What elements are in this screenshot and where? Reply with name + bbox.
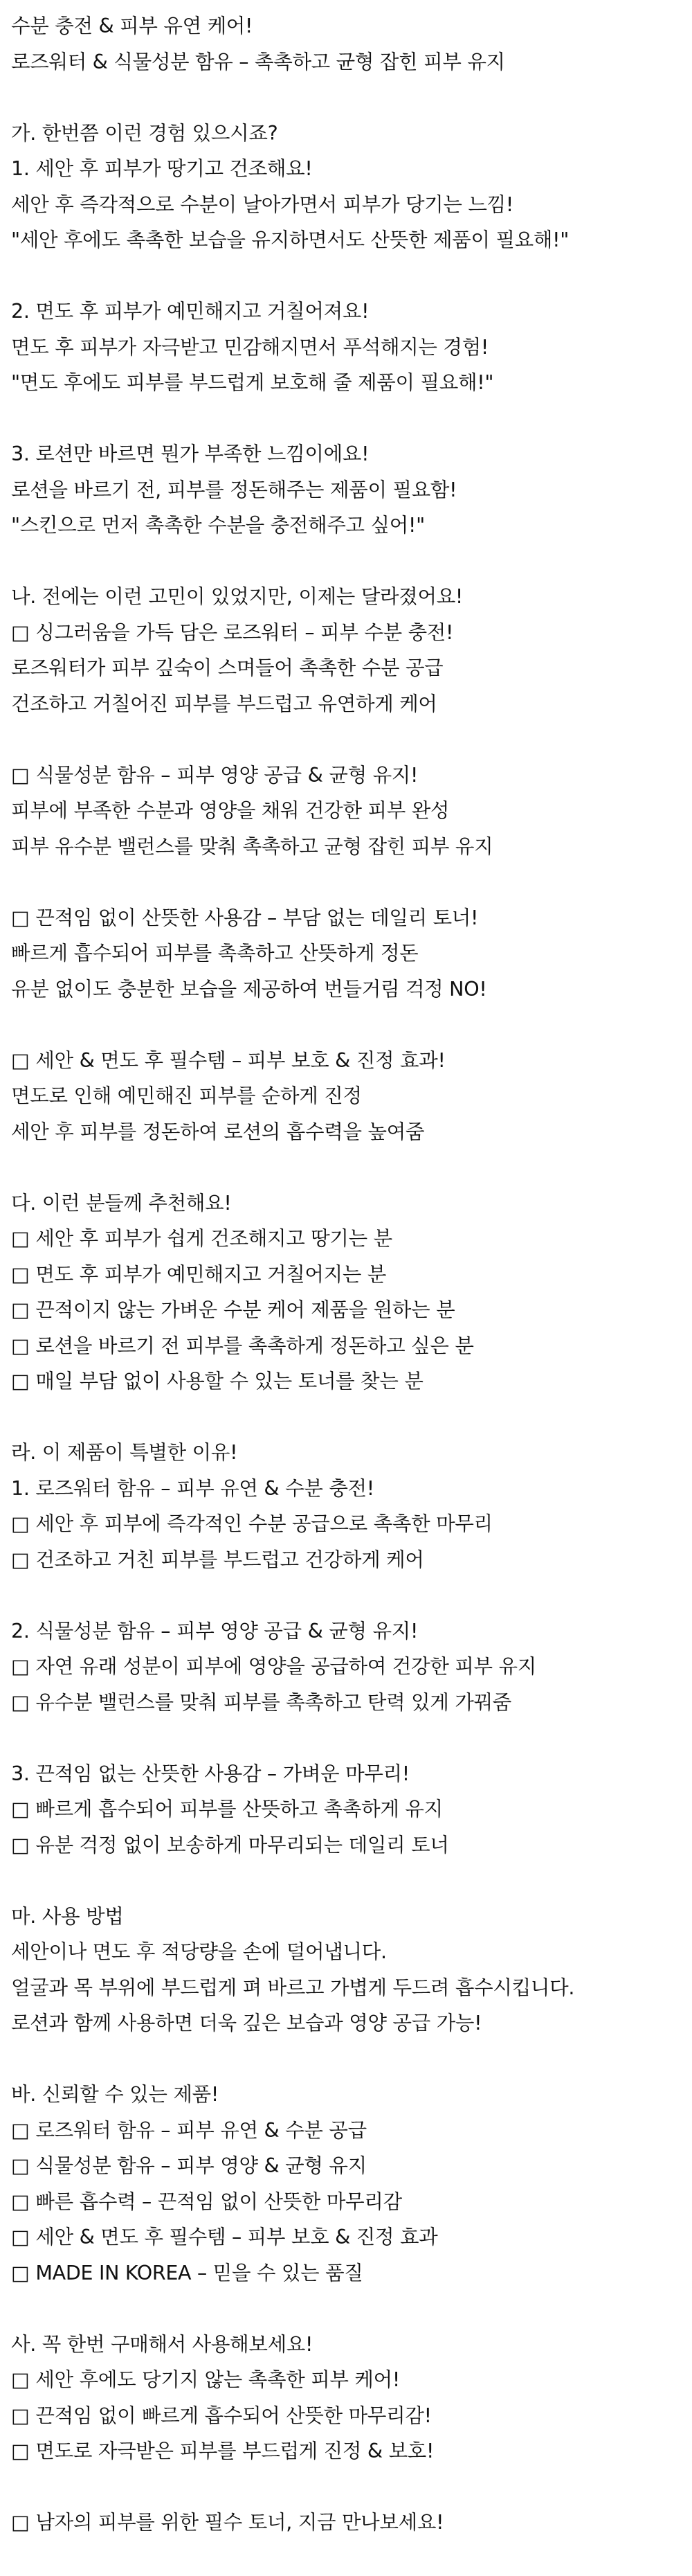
text-line: □ 매일 부담 없이 사용할 수 있는 토너를 찾는 분	[11, 1363, 675, 1399]
text-line: □ 빠르게 흡수되어 피부를 산뜻하고 촉촉하게 유지	[11, 1791, 675, 1827]
text-line: □ 싱그러움을 가득 담은 로즈워터 – 피부 수분 충전!	[11, 615, 675, 651]
text-line: 1. 로즈워터 함유 – 피부 유연 & 수분 충전!	[11, 1471, 675, 1507]
spacer	[11, 1399, 675, 1435]
spacer	[11, 1007, 675, 1043]
text-line: □ 유수분 밸런스를 맞춰 피부를 촉촉하고 탄력 있게 가꿔줌	[11, 1685, 675, 1721]
text-line: □ 면도 후 피부가 예민해지고 거칠어지는 분	[11, 1257, 675, 1293]
text-line: 세안 후 즉각적으로 수분이 날아가면서 피부가 당기는 느낌!	[11, 187, 675, 223]
text-line: 빠르게 흡수되어 피부를 촉촉하고 산뜻하게 정돈	[11, 936, 675, 972]
text-line: 얼굴과 목 부위에 부드럽게 펴 바르고 가볍게 두드려 흡수시킵니다.	[11, 1970, 675, 2006]
text-line: □ 세안 후에도 당기지 않는 촉촉한 피부 케어!	[11, 2362, 675, 2398]
text-line: 피부 유수분 밸런스를 맞춰 촉촉하고 균형 잡힌 피부 유지	[11, 829, 675, 865]
text-line: 면도 후 피부가 자극받고 민감해지면서 푸석해지는 경험!	[11, 330, 675, 366]
text-line: 유분 없이도 충분한 보습을 제공하여 번들거림 걱정 NO!	[11, 972, 675, 1008]
spacer	[11, 1150, 675, 1186]
spacer	[11, 722, 675, 758]
spacer	[11, 258, 675, 294]
intro-subtitle: 로즈워터 & 식물성분 함유 – 촉촉하고 균형 잡힌 피부 유지	[11, 44, 675, 80]
text-line: 3. 끈적임 없는 산뜻한 사용감 – 가벼운 마무리!	[11, 1756, 675, 1792]
text-line: □ 끈적이지 않는 가벼운 수분 케어 제품을 원하는 분	[11, 1292, 675, 1328]
text-line: □ 자연 유래 성분이 피부에 영양을 공급하여 건강한 피부 유지	[11, 1649, 675, 1685]
text-line: 2. 식물성분 함유 – 피부 영양 공급 & 균형 유지!	[11, 1613, 675, 1649]
text-line: □ 건조하고 거친 피부를 부드럽고 건강하게 케어	[11, 1542, 675, 1578]
text-line: □ 세안 & 면도 후 필수템 – 피부 보호 & 진정 효과!	[11, 1043, 675, 1079]
text-line: □ 식물성분 함유 – 피부 영양 & 균형 유지	[11, 2148, 675, 2184]
spacer	[11, 2291, 675, 2327]
text-line: 로션과 함께 사용하면 더욱 깊은 보습과 영양 공급 가능!	[11, 2005, 675, 2041]
text-line: "세안 후에도 촉촉한 보습을 유지하면서도 산뜻한 제품이 필요해!"	[11, 222, 675, 258]
text-line: 세안 후 피부를 정돈하여 로션의 흡수력을 높여줌	[11, 1114, 675, 1150]
text-line: 2. 면도 후 피부가 예민해지고 거칠어져요!	[11, 294, 675, 330]
text-line: 로션을 바르기 전, 피부를 정돈해주는 제품이 필요함!	[11, 472, 675, 508]
spacer	[11, 401, 675, 437]
spacer	[11, 544, 675, 580]
text-line: 피부에 부족한 수분과 영양을 채워 건강한 피부 완성	[11, 793, 675, 829]
intro-title: 수분 충전 & 피부 유연 케어!	[11, 8, 675, 44]
text-line: □ 로션을 바르기 전 피부를 촉촉하게 정돈하고 싶은 분	[11, 1328, 675, 1364]
spacer	[11, 80, 675, 116]
text-line: □ 식물성분 함유 – 피부 영양 공급 & 균형 유지!	[11, 758, 675, 794]
text-line: 세안이나 면도 후 적당량을 손에 덜어냅니다.	[11, 1934, 675, 1970]
text-line: □ 끈적임 없이 빠르게 흡수되어 산뜻한 마무리감!	[11, 2398, 675, 2434]
spacer	[11, 1577, 675, 1613]
text-line: "스킨으로 먼저 촉촉한 수분을 충전해주고 싶어!"	[11, 508, 675, 544]
text-line: □ 세안 & 면도 후 필수템 – 피부 보호 & 진정 효과	[11, 2219, 675, 2255]
section-heading: 다. 이런 분들께 추천해요!	[11, 1186, 675, 1222]
product-description	[11, 8, 675, 2576]
spacer	[11, 2041, 675, 2077]
section-heading: 가. 한번쯤 이런 경험 있으시죠?	[11, 116, 675, 152]
text-line: 건조하고 거칠어진 피부를 부드럽고 유연하게 케어	[11, 686, 675, 722]
text-line: □ 빠른 흡수력 – 끈적임 없이 산뜻한 마무리감	[11, 2184, 675, 2220]
text-line: □ 유분 걱정 없이 보송하게 마무리되는 데일리 토너	[11, 1827, 675, 1863]
section-heading: 사. 꼭 한번 구매해서 사용해보세요!	[11, 2327, 675, 2363]
spacer	[11, 864, 675, 900]
spacer	[11, 2541, 675, 2576]
text-line: □ 로즈워터 함유 – 피부 유연 & 수분 공급	[11, 2113, 675, 2149]
text-line: □ 세안 후 피부에 즉각적인 수분 공급으로 촉촉한 마무리	[11, 1506, 675, 1542]
section-heading: 라. 이 제품이 특별한 이유!	[11, 1435, 675, 1471]
text-line: □ 끈적임 없이 산뜻한 사용감 – 부담 없는 데일리 토너!	[11, 900, 675, 936]
text-line: 면도로 인해 예민해진 피부를 순하게 진정	[11, 1078, 675, 1114]
section-heading: 바. 신뢰할 수 있는 제품!	[11, 2077, 675, 2113]
text-line: □ 면도로 자극받은 피부를 부드럽게 진정 & 보호!	[11, 2433, 675, 2469]
spacer	[11, 1720, 675, 1756]
text-line: □ MADE IN KOREA – 믿을 수 있는 품질	[11, 2255, 675, 2291]
section-heading: 마. 사용 방법	[11, 1899, 675, 1935]
section-heading: 나. 전에는 이런 고민이 있었지만, 이제는 달라졌어요!	[11, 579, 675, 615]
text-line: 1. 세안 후 피부가 땅기고 건조해요!	[11, 151, 675, 187]
spacer	[11, 2469, 675, 2505]
text-line: 3. 로션만 바르면 뭔가 부족한 느낌이에요!	[11, 436, 675, 472]
text-line: □ 세안 후 피부가 쉽게 건조해지고 땅기는 분	[11, 1221, 675, 1257]
text-line: 로즈워터가 피부 깊숙이 스며들어 촉촉한 수분 공급	[11, 650, 675, 686]
spacer	[11, 1863, 675, 1899]
sections	[11, 116, 675, 2576]
text-line: □ 남자의 피부를 위한 필수 토너, 지금 만나보세요!	[11, 2505, 675, 2541]
text-line: "면도 후에도 피부를 부드럽게 보호해 줄 제품이 필요해!"	[11, 365, 675, 401]
